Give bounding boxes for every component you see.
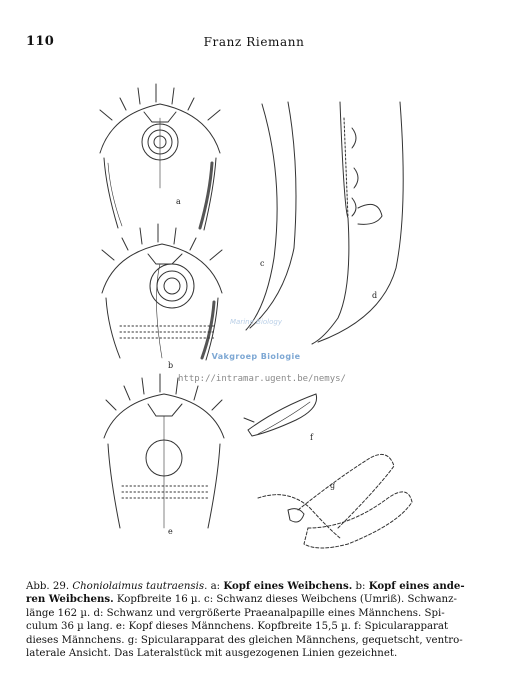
panel-d-drawing: [312, 102, 403, 344]
panel-a-drawing: [100, 84, 220, 230]
figure-29: [48, 58, 456, 563]
panel-label-f: f: [310, 433, 313, 442]
caption-a-text: Kopf eines Weibchens.: [223, 580, 353, 592]
caption-species: Choniolaimus tautraensis.: [72, 581, 208, 592]
panel-b-drawing: [102, 224, 222, 360]
watermark-logo: [206, 318, 306, 361]
caption-a-label: a:: [210, 581, 221, 592]
caption-b-text: Kopf eines ande-: [368, 580, 465, 592]
panel-f-drawing: [244, 394, 317, 436]
caption-b-text2: ren Weibchens.: [26, 593, 114, 606]
panel-c-drawing: [246, 102, 296, 330]
caption-line2: länge 162 µ. d: Schwanz und vergrößerte Praeanalpapille eines Männchens. Spi-: [26, 607, 445, 619]
panel-e-drawing: [104, 374, 224, 528]
running-head: Franz Riemann: [203, 35, 305, 49]
caption-fig-no: Abb. 29.: [26, 581, 70, 592]
panel-label-b: b: [168, 361, 174, 370]
page-number: 110: [26, 34, 55, 49]
panel-label-g: g: [330, 481, 336, 490]
watermark-line2: Vakgroep Biologie: [211, 352, 301, 361]
panel-g-drawing: [258, 454, 412, 548]
panel-label-c: c: [260, 259, 265, 268]
caption-line1: Kopfbreite 16 µ. c: Schwanz dieses Weibchens (Umriß). Schwanz-: [116, 594, 457, 606]
watermark-line1: Marine Biology: [230, 318, 282, 326]
caption-line5: laterale Ansicht. Das Lateralstück mit ausgezogenen Linien gezeichnet.: [26, 648, 398, 660]
panel-label-e: e: [168, 527, 173, 536]
watermark-url: http://intramar.ugent.be/nemys/: [178, 374, 346, 384]
panel-label-a: a: [176, 197, 181, 206]
figure-drawing: [48, 58, 456, 563]
caption-b-label: b:: [355, 581, 366, 592]
figure-caption: [26, 580, 482, 660]
panel-label-d: d: [372, 291, 378, 300]
caption-line3: culum 36 µ lang. e: Kopf dieses Männchens. Kopfbreite 15,5 µ. f: Spicularapparat: [26, 621, 449, 633]
caption-line4: dieses Männchens. g: Spicularapparat des gleichen Männchens, gequetscht, ventro-: [26, 634, 463, 646]
